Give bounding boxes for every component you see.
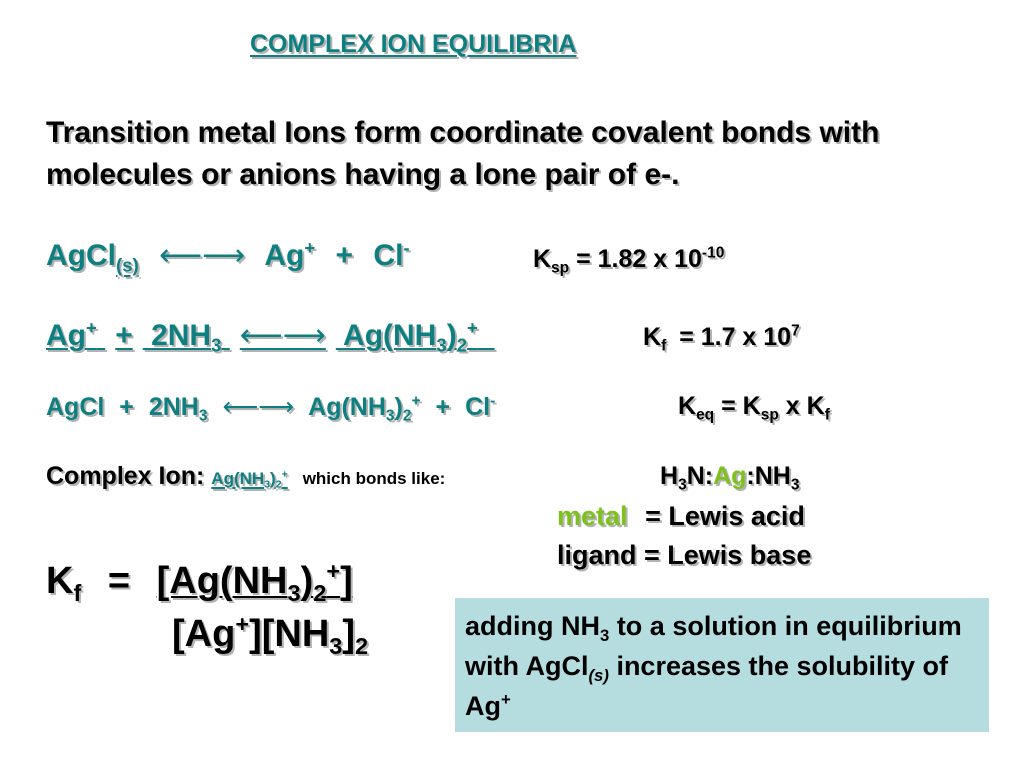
subscript: 3 <box>600 625 610 645</box>
eq3-product-2: Cl <box>465 393 491 421</box>
note-text: increases the solubility of Ag <box>465 651 949 721</box>
eq2-reactant-2: 2NH <box>151 319 212 352</box>
charge-minus: - <box>490 392 496 410</box>
eq3-product-1: Ag(NH <box>308 393 386 421</box>
eq1-product-2: Cl <box>373 239 404 272</box>
kf-value <box>643 322 800 355</box>
k-exponent: -10 <box>701 244 725 262</box>
plus-sign: + <box>115 319 133 352</box>
lewis-acid-text: = Lewis acid <box>645 501 805 531</box>
kf-numerator <box>156 557 353 607</box>
k-label: K <box>46 560 74 602</box>
eq3-reactant-1: AgCl <box>46 393 105 421</box>
paren: ) <box>394 393 403 421</box>
bonding-formula <box>660 462 800 494</box>
k-sub: eq <box>696 406 715 424</box>
subscript: 3 <box>385 407 395 425</box>
k-sub: f <box>73 580 82 607</box>
keq-relation <box>678 392 830 424</box>
charge-plus: + <box>86 316 97 338</box>
eq2-reactant-1: Ag <box>46 319 86 352</box>
subscript: 2 <box>275 478 282 491</box>
subscript: 3 <box>678 476 687 494</box>
k-label: K <box>806 392 825 420</box>
bracket: ] <box>342 613 356 655</box>
state-symbol: (s) <box>588 665 609 685</box>
k-label: K <box>643 323 662 351</box>
formula-text: H <box>660 462 679 490</box>
metal-center: Ag <box>713 462 747 490</box>
subscript: 3 <box>264 478 271 491</box>
k-exponent: 7 <box>791 322 800 340</box>
charge-plus: + <box>326 557 341 584</box>
note-text: to a solution in equilibrium with AgCl <box>465 611 962 681</box>
equilibrium-arrow-icon: ⟵⟶ <box>222 393 295 421</box>
k-sub: sp <box>551 259 570 277</box>
subscript: 3 <box>329 633 343 660</box>
charge-plus: + <box>467 316 478 338</box>
slide-title: COMPLEX ION EQUILIBRIA <box>250 30 577 58</box>
subscript: 3 <box>287 580 301 607</box>
charge-plus: + <box>304 236 316 258</box>
equilibrium-arrow-icon: ⟵⟶ <box>239 319 326 352</box>
k-sub: f <box>661 337 667 355</box>
intro-text <box>46 112 879 196</box>
k-label: K <box>742 392 761 420</box>
complex-ion-label: Complex Ion: <box>46 462 205 490</box>
k-sub: sp <box>760 406 779 424</box>
k-sub: f <box>824 406 830 424</box>
formula-text: N: <box>686 462 714 490</box>
eq1-state: (s) <box>116 254 139 276</box>
formula-text: Ag(NH <box>211 469 265 488</box>
solubility-note-box <box>455 598 989 732</box>
equation-dissolution <box>46 236 410 276</box>
equilibrium-arrow-icon: ⟵⟶ <box>159 239 246 272</box>
charge-plus: + <box>411 392 421 410</box>
metal-label: metal <box>557 501 628 531</box>
paren: ) <box>446 319 457 352</box>
charge-plus: + <box>281 468 288 481</box>
subscript: 2 <box>456 334 468 356</box>
equation-overall <box>46 392 496 425</box>
kf-expression <box>46 557 353 607</box>
k-number: = 1.7 x 10 <box>679 323 792 351</box>
subscript: 2 <box>355 633 369 660</box>
lewis-base-line: ligand = Lewis base <box>557 540 812 570</box>
subscript: 2 <box>402 407 412 425</box>
note-text: adding NH <box>465 611 600 641</box>
equals-sign: = <box>107 560 131 602</box>
k-label: K <box>678 392 697 420</box>
charge-minus: - <box>403 236 410 258</box>
paren: ) <box>300 560 314 602</box>
subscript: 3 <box>436 334 447 356</box>
equals-sign: = <box>721 392 736 420</box>
formula-text: [Ag <box>172 613 236 655</box>
formula-text: ][NH <box>249 613 330 655</box>
formula-text: :NH <box>746 462 791 490</box>
plus-sign: + <box>119 393 134 421</box>
bracket: ] <box>340 560 353 602</box>
ksp-value <box>533 244 725 277</box>
equation-complex-formation <box>46 316 495 356</box>
subscript: 3 <box>211 334 222 356</box>
intro-line-2: molecules or anions having a lone pair of e-. <box>46 158 680 191</box>
subscript: 3 <box>790 476 800 494</box>
formula-text: [Ag(NH <box>156 560 288 602</box>
plus-sign: + <box>335 239 354 272</box>
paren: ) <box>270 469 276 488</box>
kf-denominator <box>172 610 369 660</box>
complex-ion-formula <box>211 468 288 491</box>
eq3-reactant-2: 2NH <box>148 393 199 421</box>
complex-ion-line <box>46 462 445 491</box>
bonds-like-text: which bonds like: <box>302 469 446 488</box>
lewis-acid-line <box>557 501 805 532</box>
eq1-product-1: Ag <box>264 239 305 272</box>
eq1-reactant: AgCl <box>46 239 116 272</box>
k-label: K <box>533 245 552 273</box>
intro-line-1: Transition metal Ions form coordinate covalent bonds with <box>46 116 880 149</box>
subscript: 3 <box>198 407 208 425</box>
eq2-product: Ag(NH <box>343 319 437 352</box>
k-number: = 1.82 x 10 <box>576 245 702 273</box>
charge-plus: + <box>501 689 511 709</box>
plus-sign: + <box>435 393 451 421</box>
charge-plus: + <box>235 610 250 637</box>
times-sign: x <box>785 392 800 420</box>
subscript: 2 <box>313 580 327 607</box>
